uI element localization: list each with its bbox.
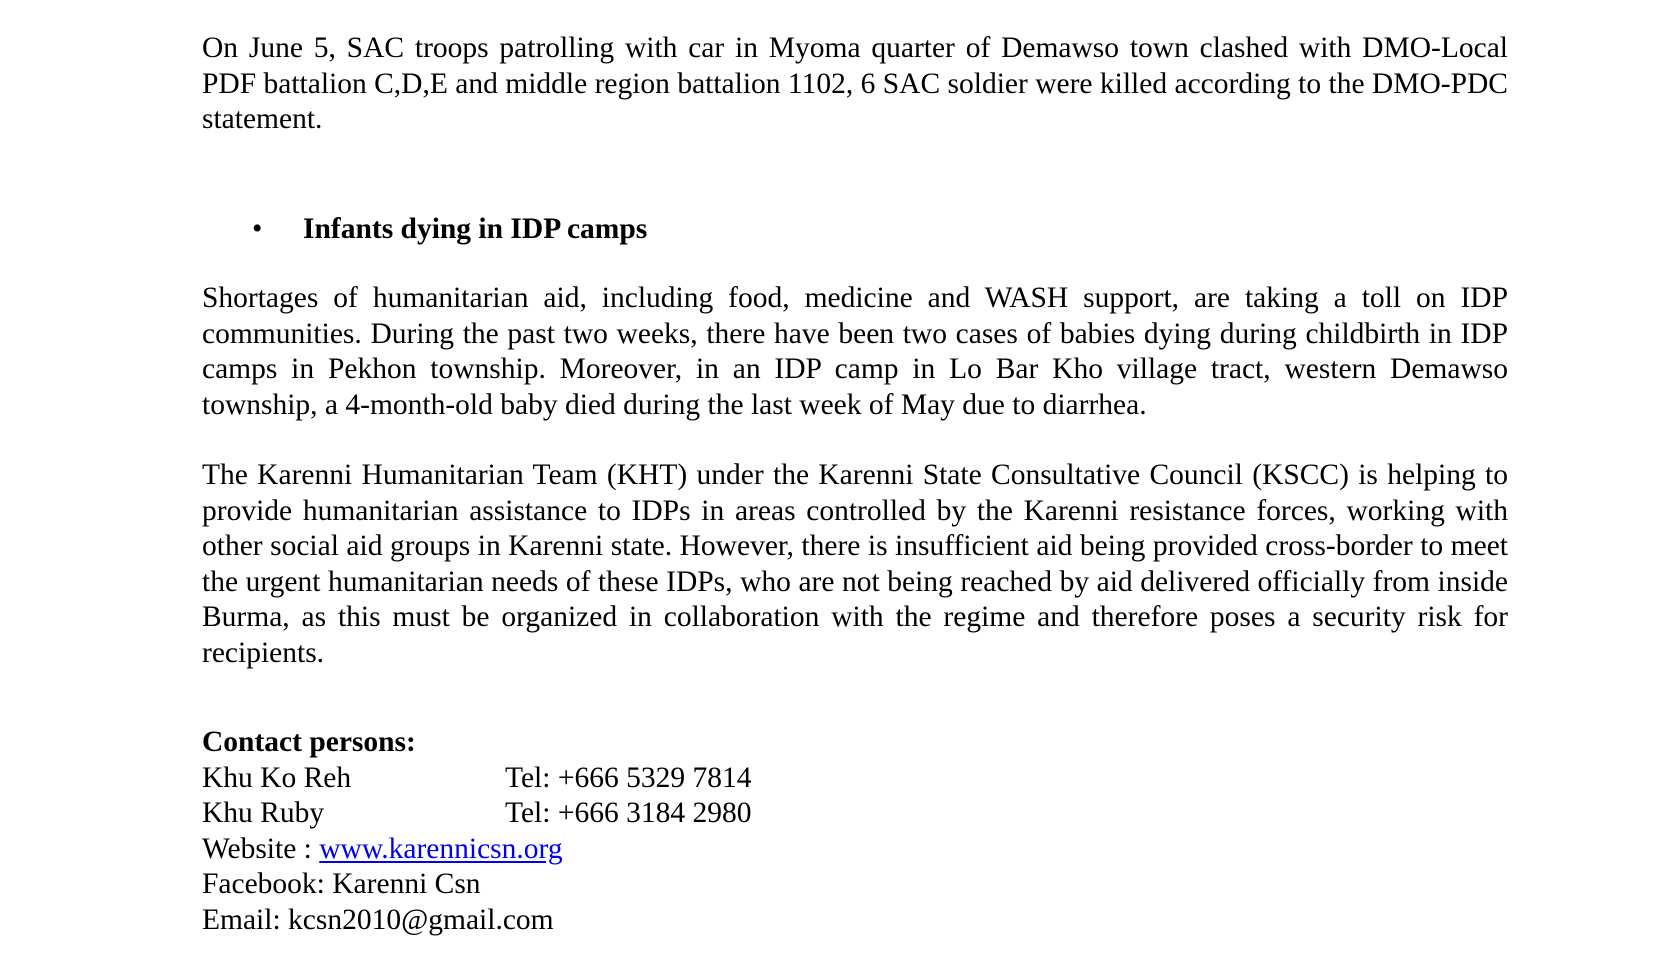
paragraph-aid-shortages: Shortages of humanitarian aid, including food, medicine and WASH support, are taking a toll on IDP communities. During the past two weeks, there have been two cases of babies dying during childbirth in IDP camps in Pekhon township. Moreover, in an IDP camp in Lo Bar Kho village tract, western Demawso township, a 4-month-old baby died during the last week of May due to diarrhea. [202, 282, 1508, 421]
paragraph-kht-assistance: The Karenni Humanitarian Team (KHT) under the Karenni State Consultative Council (KSCC) is helping to provide humanitarian assistance to IDPs in areas controlled by the Karenni resistance forces, working with other social aid groups in Karenni state. However, there is insufficient aid being provided cross-border to meet the urgent humanitarian needs of these IDPs, who are not being reached by aid delivered officially from inside Burma, as this must be organized in collaboration with the regime and therefore poses a security risk for recipients. [202, 459, 1508, 669]
website-label: Website : [202, 832, 320, 865]
contact-heading: Contact persons: [202, 726, 416, 758]
website-row [202, 832, 751, 868]
contact-phone: Tel: +666 5329 7814 [505, 761, 752, 794]
email-line: Email: kcsn2010@gmail.com [202, 903, 554, 936]
bullet-icon: • [252, 213, 263, 245]
section-heading-infants [252, 209, 647, 249]
website-link[interactable]: www.karennicsn.org [319, 832, 563, 865]
contact-name: Khu Ruby [202, 797, 325, 829]
paragraph-clash-report: On June 5, SAC troops patrolling with car in Myoma quarter of Demawso town clashed with DMO-Local PDF battalion C,D,E and middle region battalion 1102, 6 SAC soldier were killed according to the DMO-PDC statement. [202, 32, 1508, 135]
contact-phone: Tel: +666 3184 2980 [505, 797, 752, 829]
contact-block [202, 725, 751, 938]
contact-row [202, 761, 751, 797]
facebook-line: Facebook: Karenni Csn [202, 868, 481, 900]
section-heading-text: Infants dying in IDP camps [303, 213, 648, 245]
contact-name: Khu Ko Reh [202, 761, 352, 794]
contact-row [202, 796, 751, 832]
